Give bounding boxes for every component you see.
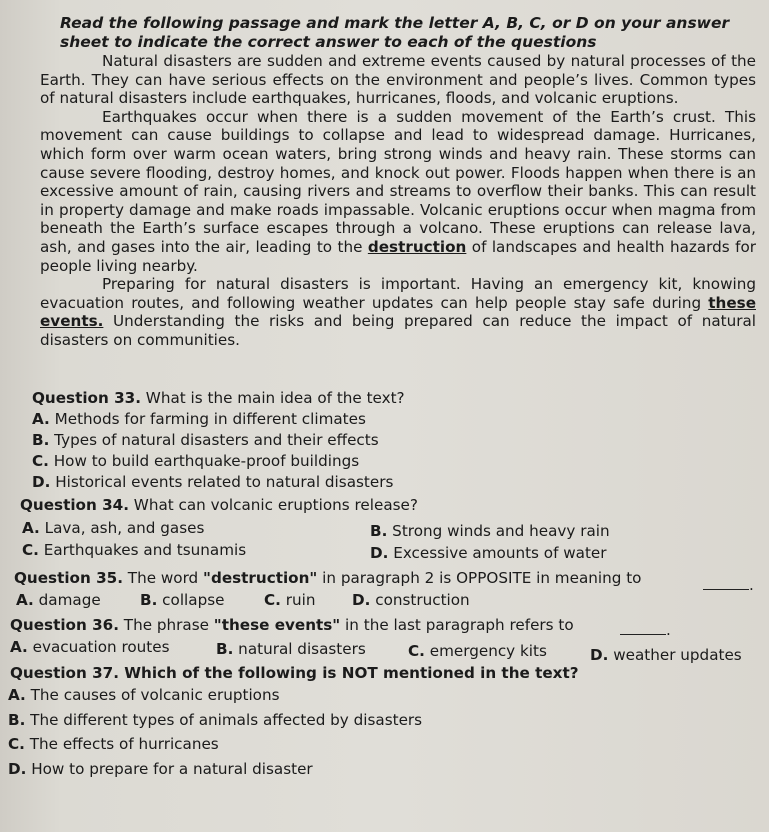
question-37 (10, 664, 579, 683)
option-text: Methods for farming in different climates (49, 410, 366, 428)
question-35-label: Question 35. (14, 569, 123, 587)
option-text: evacuation routes (27, 638, 170, 656)
option-letter: C. (8, 735, 25, 753)
option-text: Historical events related to natural disasters (50, 473, 394, 491)
blank-line (703, 577, 749, 590)
q37-option-a[interactable] (8, 686, 280, 705)
option-text: How to build earthquake-proof buildings (48, 452, 360, 470)
question-33-text: What is the main idea of the text? (140, 389, 405, 407)
reading-passage (40, 52, 756, 350)
question-34 (20, 496, 418, 515)
option-letter: D. (590, 646, 609, 664)
question-36-label: Question 36. (10, 616, 119, 634)
option-text: ruin (280, 591, 316, 609)
option-letter: C. (408, 642, 425, 660)
option-text: construction (370, 591, 470, 609)
question-36 (10, 616, 574, 635)
blank-line (620, 622, 666, 635)
q35-option-a[interactable] (16, 591, 101, 610)
paragraph-3-text-b: Understanding the risks and being prepared can reduce the impact of natural disasters on communities. (40, 312, 756, 349)
q35-option-d[interactable] (352, 591, 470, 610)
question-33-label: Question 33. (32, 389, 141, 407)
question-36-text-a: The phrase (118, 616, 214, 634)
option-text: Earthquakes and tsunamis (38, 541, 247, 559)
option-text: collapse (157, 591, 225, 609)
instructions: Read the following passage and mark the letter A, B, C, or D on your answer sheet to indicate the correct answer to each of the questions (60, 14, 730, 51)
option-text: Lava, ash, and gases (39, 519, 205, 537)
question-33 (32, 389, 405, 408)
q37-option-d[interactable] (8, 760, 313, 779)
paragraph-2-text-a: Earthquakes occur when there is a sudden movement of the Earth’s crust. This movement can cause buildings to collapse and lead to widespread damage. Hurricanes, which form over warm ocean waters, bring strong winds and heavy rain. These storms can cause severe flooding, destroy homes, and knock out power. Floods happen when there is an excessive amount of rain, causing rivers and streams to overflow their banks. This can result in property damage and make roads impassable. Volcanic eruptions occur when magma from beneath the Earth’s surface escapes through a volcano. These eruptions can release lava, ash, and gases into the air, leading to the (40, 107, 756, 256)
option-text: The effects of hurricanes (24, 735, 219, 753)
question-35-text-b: in paragraph 2 is OPPOSITE in meaning to (317, 569, 642, 587)
option-letter: B. (32, 431, 50, 449)
question-36-keyword: "these events" (213, 616, 341, 634)
q35-option-b[interactable] (140, 591, 224, 610)
q37-option-c[interactable] (8, 735, 219, 754)
option-letter: A. (10, 638, 28, 656)
q33-option-d[interactable] (32, 473, 393, 492)
question-37-text: Question 37. Which of the following is NOT mentioned in the text? (10, 664, 579, 682)
option-text: emergency kits (424, 642, 547, 660)
option-letter: B. (370, 522, 388, 540)
option-letter: A. (16, 591, 34, 609)
paragraph-1: Natural disasters are sudden and extreme events caused by natural processes of the Earth. They can have serious effects on the environment and people’s lives. Common types of natural disasters include earthquakes, hurricanes, floods, and volcanic eruptions. (40, 52, 756, 108)
option-text: natural disasters (233, 640, 366, 658)
q34-option-a[interactable] (22, 519, 204, 538)
question-34-text: What can volcanic eruptions release? (128, 496, 418, 514)
option-letter: B. (140, 591, 158, 609)
question-35 (14, 569, 641, 588)
q33-option-b[interactable] (32, 431, 379, 450)
q33-option-c[interactable] (32, 452, 359, 471)
question-34-label: Question 34. (20, 496, 129, 514)
option-letter: C. (32, 452, 49, 470)
underlined-phrase-these-events: these events. (40, 293, 756, 331)
paragraph-2-text-b: of landscapes and health hazards for people living nearby. (40, 237, 757, 275)
q35-option-c[interactable] (264, 591, 315, 610)
question-35-answer-blank[interactable] (703, 576, 754, 595)
option-text: How to prepare for a natural disaster (26, 760, 313, 778)
option-text: The different types of animals affected by disasters (25, 711, 423, 729)
question-35-text-a: The word (122, 569, 204, 587)
paragraph-3 (40, 275, 756, 349)
question-36-text-b: in the last paragraph refers to (340, 616, 574, 634)
option-text: Excessive amounts of water (388, 544, 607, 562)
option-letter: C. (264, 591, 281, 609)
option-letter: D. (352, 591, 371, 609)
option-text: damage (33, 591, 101, 609)
paragraph-2 (40, 108, 756, 275)
question-35-period: . (749, 576, 754, 594)
option-letter: D. (370, 544, 389, 562)
question-35-keyword: "destruction" (203, 569, 318, 587)
q36-option-b[interactable] (216, 640, 366, 659)
q33-option-a[interactable] (32, 410, 366, 429)
option-letter: A. (8, 686, 26, 704)
option-letter: D. (32, 473, 51, 491)
option-letter: B. (216, 640, 234, 658)
option-letter: A. (22, 519, 40, 537)
q34-option-b[interactable] (370, 522, 610, 541)
q36-option-c[interactable] (408, 642, 547, 661)
question-36-period: . (666, 621, 671, 639)
q34-option-d[interactable] (370, 544, 607, 563)
paragraph-3-text-a: Preparing for natural disasters is important. Having an emergency kit, knowing evacuation routes, and following weather updates can help people stay safe during (40, 275, 756, 312)
q34-option-c[interactable] (22, 541, 246, 560)
q36-option-d[interactable] (590, 646, 742, 665)
q36-option-a[interactable] (10, 638, 170, 657)
option-letter: B. (8, 711, 26, 729)
option-text: The causes of volcanic eruptions (25, 686, 280, 704)
option-letter: A. (32, 410, 50, 428)
option-text: weather updates (608, 646, 742, 664)
option-text: Strong winds and heavy rain (387, 522, 610, 540)
option-letter: D. (8, 760, 27, 778)
option-text: Types of natural disasters and their effects (49, 431, 379, 449)
underlined-word-destruction: destruction (367, 237, 467, 256)
option-letter: C. (22, 541, 39, 559)
q37-option-b[interactable] (8, 711, 422, 730)
question-36-answer-blank[interactable] (620, 621, 671, 640)
